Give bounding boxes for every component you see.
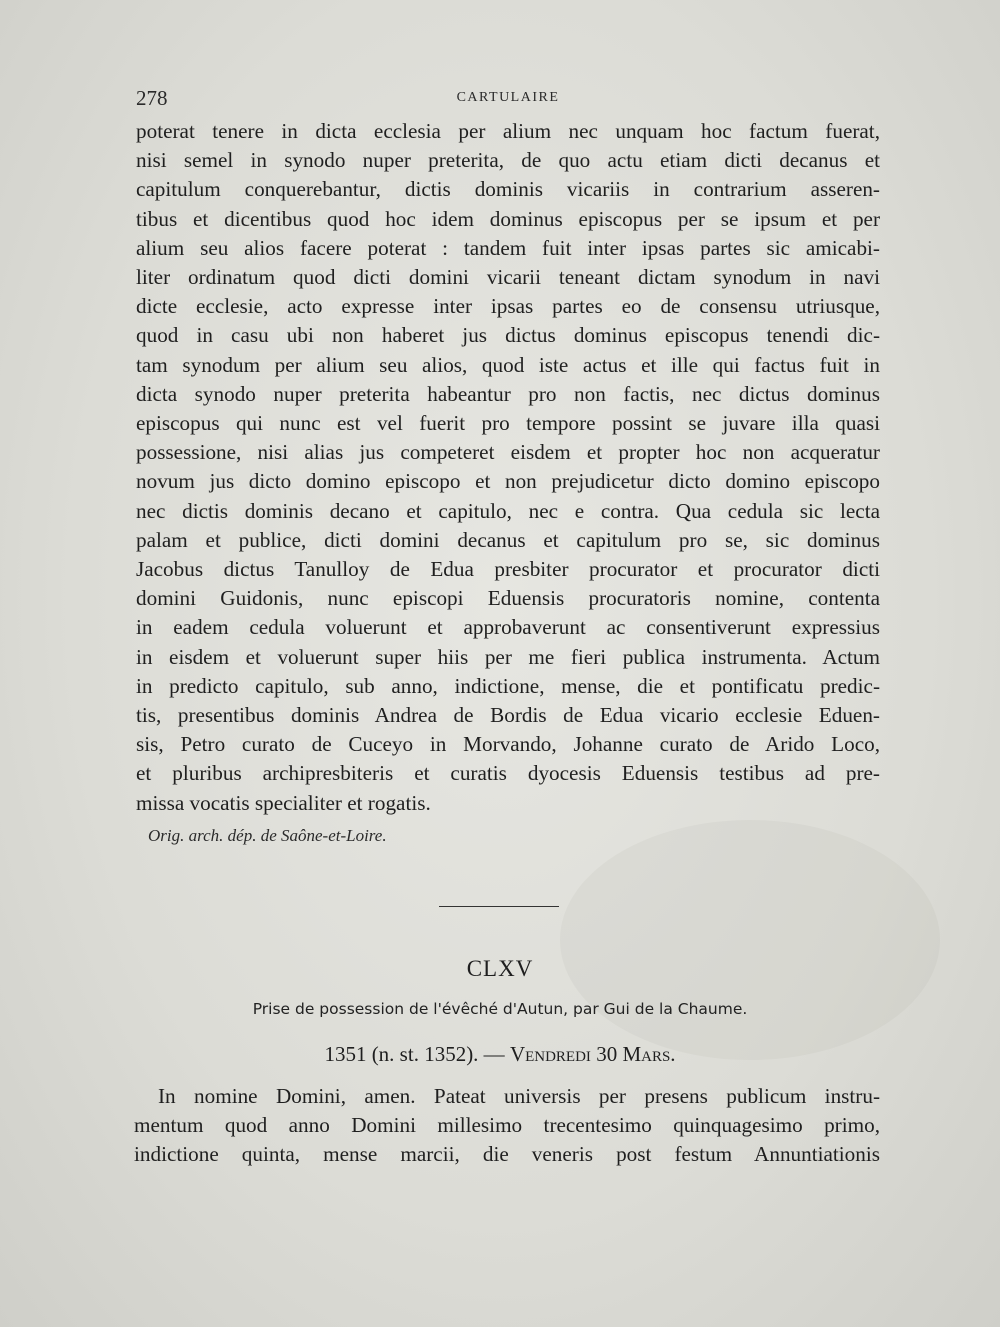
bleed-through-shadow	[560, 820, 940, 1060]
text-line: poterat tenere in dicta ecclesia per alium nec unquam hoc factum fuerat,	[136, 119, 880, 143]
source-note: Orig. arch. dép. de Saône-et-Loire.	[148, 826, 387, 845]
text-line: in predicto capitulo, sub anno, indictione, mense, die et pontificatu predic-	[136, 673, 880, 698]
text-line: mentum quod anno Domini millesimo trecentesimo quinquagesimo primo,	[134, 1113, 880, 1138]
date-suffix: .	[670, 1042, 676, 1066]
charter-opening-paragraph	[134, 1082, 880, 1170]
text-line: tibus et dicentibus quod hoc idem dominus episcopus per se ipsum et per	[136, 206, 880, 231]
page-header	[136, 86, 880, 112]
document-date	[0, 1042, 1000, 1067]
date-mid: 30	[590, 1042, 623, 1066]
date-prefix: 1351 (n. st. 1352). —	[324, 1042, 510, 1066]
text-line: tis, presentibus dominis Andrea de Bordis de Edua vicario ecclesie Eduen-	[136, 703, 880, 728]
text-line: liter ordinatum quod dicti domini vicarii teneant dictam synodum in navi	[136, 265, 880, 290]
date-day: Vendredi	[509, 1042, 591, 1066]
text-line: dicta synodo nuper preterita habeantur pro non factis, nec dictus dominus	[136, 381, 880, 406]
text-line: in eadem cedula voluerunt et approbaverunt ac consentiverunt expressius	[136, 615, 880, 640]
text-line: nec dictis dominis decano et capitulo, nec e contra. Qua cedula sic lecta	[136, 498, 880, 523]
text-line: tam synodum per alium seu alios, quod iste actus et ille qui factus fuit in	[136, 352, 880, 377]
date-month: Mars	[622, 1042, 671, 1066]
text-line: capitulum conquerebantur, dictis dominis vicariis in contrarium asseren-	[136, 177, 880, 202]
text-line: dicte ecclesie, acto expresse inter ipsas partes eo de consensu utriusque,	[136, 294, 880, 319]
text-line: et pluribus archipresbiteris et curatis dyocesis Eduensis testibus ad pre-	[136, 761, 880, 786]
text-line: Jacobus dictus Tanulloy de Edua presbiter procurator et procurator dicti	[136, 557, 880, 582]
text-line: in eisdem et voluerunt super hiis per me fieri publica instrumenta. Actum	[136, 644, 880, 669]
text-line: quod in casu ubi non haberet jus dictus dominus episcopus tenendi dic-	[136, 323, 880, 348]
text-line: domini Guidonis, nunc episcopi Eduensis procuratoris nomine, contenta	[136, 586, 880, 611]
text-line: alium seu alios facere poterat : tandem fuit inter ipsas partes sic amicabi-	[136, 235, 880, 260]
document-number: CLXV	[466, 956, 534, 981]
document-title: Prise de possession de l'évêché d'Autun, par Gui de la Chaume.	[252, 1000, 748, 1018]
text-line: nisi semel in synodo nuper preterita, de quo actu etiam dicti decanus et	[136, 148, 880, 173]
text-line: possessione, nisi alias jus competeret eisdem et propter hoc non acqueratur	[136, 440, 880, 465]
running-title: CARTULAIRE	[456, 90, 560, 105]
text-line: palam et publice, dicti domini decanus et capitulum pro se, sic dominus	[136, 527, 880, 552]
text-line: sis, Petro curato de Cuceyo in Morvando, Johanne curato de Arido Loco,	[136, 732, 880, 757]
text-line: missa vocatis specialiter et rogatis.	[136, 790, 431, 815]
text-line: novum jus dicto domino episcopo et non prejudicetur dicto domino episcopo	[136, 469, 880, 494]
text-line: In nomine Domini, amen. Pateat universis per presens publicum instru-	[158, 1084, 880, 1108]
section-divider	[439, 906, 559, 907]
page-number: 278	[136, 86, 168, 110]
text-line: episcopus qui nunc est vel fuerit pro tempore possint se juvare illa quasi	[136, 411, 880, 436]
continued-paragraph	[136, 117, 880, 818]
text-line: indictione quinta, mense marcii, die veneris post festum Annuntiationis	[134, 1142, 880, 1167]
